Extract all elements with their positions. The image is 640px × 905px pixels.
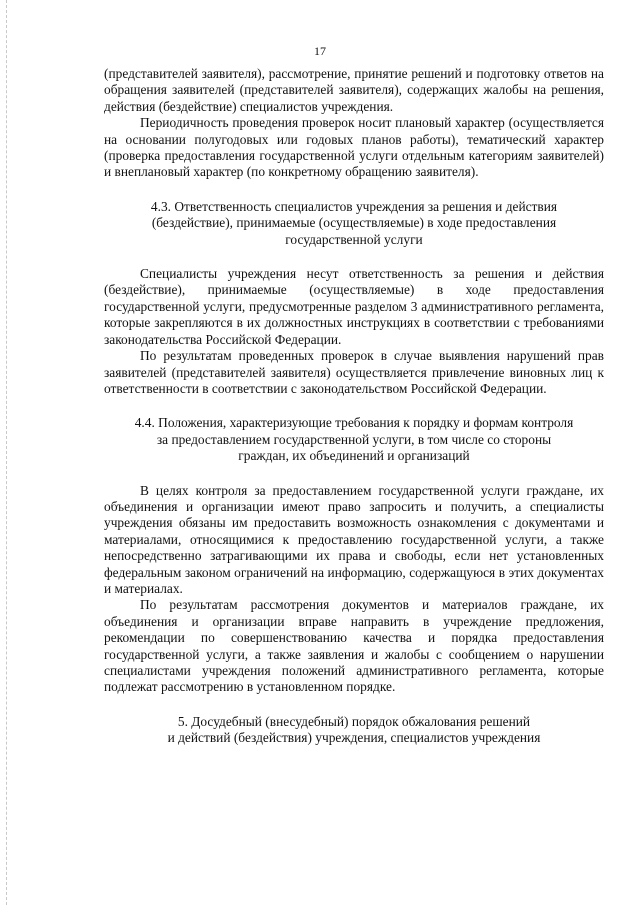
section-heading [104, 415, 604, 464]
document-body [104, 66, 604, 747]
section-heading-line: и действий (бездействия) учреждения, специалистов учреждения [167, 730, 541, 746]
section-heading-line: (бездействие), принимаемые (осуществляемые) в ходе предоставления [151, 215, 557, 231]
paragraph: (представителей заявителя), рассмотрение, принятие решений и подготовку ответов на обращения заявителей (представителей заявителя), содержащих жалобы на решения, действия (бездействие) специалистов учреждения. [104, 66, 604, 114]
section-heading-line: 5. Досудебный (внесудебный) порядок обжалования решений [177, 713, 531, 729]
paragraph: В целях контроля за предоставлением государственной услуги граждане, их объединения и организации имеют право запросить и получить, а специалисты учреждения обязаны им предоставить возможность ознакомления с документами и материалами, относящимися к предоставлению государственной услуги, а также непосредственно затрагивающими их права и свободы, если нет установленных федеральным законом ограничений на информацию, содержащуюся в этих документах и материалах. [104, 482, 604, 596]
section-heading-line: 4.3. Ответственность специалистов учреждения за решения и действия [150, 198, 558, 214]
section-heading [104, 714, 604, 747]
section-gap [104, 181, 604, 199]
paragraph: Периодичность проведения проверок носит плановый характер (осуществляется на основании полугодовых или годовых планов работы), тематический характер (проверка предоставления государственной услуги отдельным категориям заявителей) и внеплановый характер (по конкретному обращению заявителя). [104, 115, 604, 180]
paragraph: Специалисты учреждения несут ответственность за решения и действия (бездействие), принимаемые (осуществляемые) в ходе предоставления государственной услуги, предусмотренные разделом 3 административного регламента, которые закрепляются в их должностных инструкциях в соответствии с требованиями законодательства Российской Федерации. [104, 266, 604, 347]
page-number: 17 [314, 44, 326, 58]
section-heading-line: граждан, их объединений и организаций [238, 448, 470, 464]
section-heading-line: 4.4. Положения, характеризующие требования к порядку и формам контроля [134, 415, 574, 431]
section-heading-line: государственной услуги [285, 231, 423, 247]
section-gap [104, 465, 604, 483]
section-gap [104, 397, 604, 415]
paragraph: По результатам проведенных проверок в случае выявления нарушений прав заявителей (представителей заявителя) осуществляется привлечение виновных лиц к ответственности в соответствии с законодательством Российской Федерации. [104, 348, 604, 396]
section-heading [104, 199, 604, 248]
section-gap [104, 696, 604, 714]
section-gap [104, 248, 604, 266]
paragraph: По результатам рассмотрения документов и материалов граждане, их объединения и организации вправе направить в учреждение предложения, рекомендации по совершенствованию качества и порядка предоставления государственной услуги, а также заявления и жалобы с сообщением о нарушении специалистами учреждения положений административного регламента, которые подлежат рассмотрению в установленном порядке. [104, 597, 604, 695]
scan-edge [6, 0, 7, 905]
section-heading-line: за предоставлением государственной услуги, в том числе со стороны [156, 431, 552, 447]
